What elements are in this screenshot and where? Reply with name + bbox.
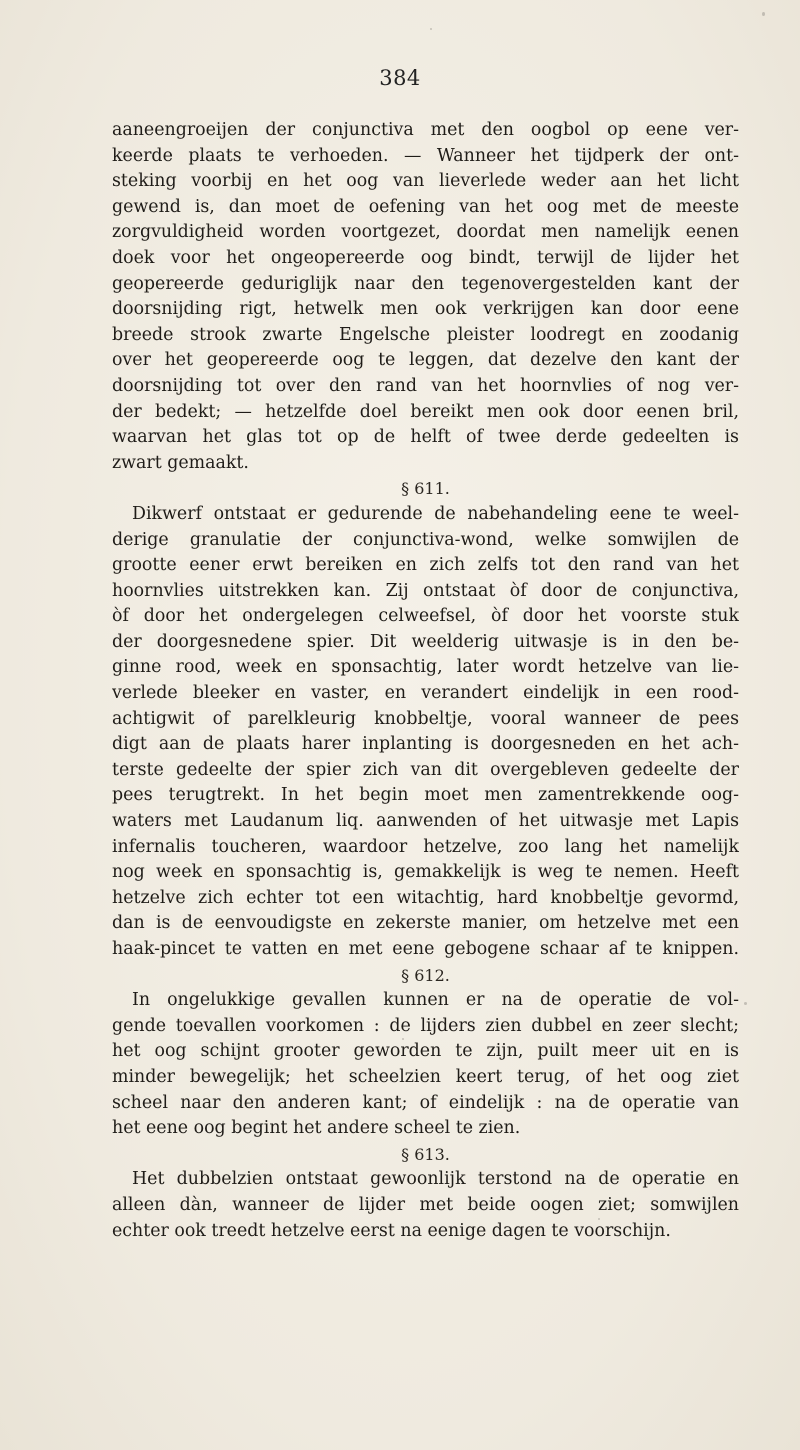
text-line: waarvan het glas tot op de helft of twee derde gedeelten is: [112, 427, 739, 448]
paragraph-first-line: Dikwerf ontstaat er gedurende de nabehandeling eene te weel-: [132, 503, 739, 524]
text-line: scheel naar den anderen kant; of eindelijk : na de operatie van: [112, 1092, 739, 1113]
text-line: echter ook treedt hetzelve eerst na eenige dagen te voorschijn.: [112, 1220, 671, 1241]
text-line: haak-pincet te vatten en met eene gebogene schaar af te knippen.: [112, 939, 739, 959]
text-line: verlede bleeker en vaster, en verandert eindelijk in een rood-: [112, 683, 739, 704]
text-line: aaneengroeijen der conjunctiva met den oogbol op eene ver-: [112, 120, 739, 140]
text-line: keerde plaats te verhoeden. — Wanneer het tijdperk der ont-: [112, 145, 739, 166]
paper-speck: [402, 1038, 404, 1040]
text-line: alleen dàn, wanneer de lijder met beide oogen ziet; somwijlen: [112, 1194, 739, 1215]
text-line: infernalis toucheren, waardoor hetzelve, zoo lang het namelijk: [112, 836, 739, 857]
text-line: het oog schijnt grooter geworden te zijn, puilt meer uit en is: [112, 1041, 739, 1062]
paper-speck: [598, 1218, 600, 1220]
text-line: terste gedeelte der spier zich van dit overgebleven gedeelte der: [112, 759, 739, 780]
text-line: pees terugtrekt. In het begin moet men zamentrekkende oog-: [112, 785, 739, 806]
text-line: dan is de eenvoudigste en zekerste manier, om hetzelve met een: [112, 913, 739, 934]
section-heading: § 613.: [401, 1144, 450, 1164]
paper-speck: [744, 1002, 747, 1005]
text-line: het eene oog begint het andere scheel te zien.: [112, 1118, 521, 1139]
text-line: steking voorbij en het oog van lieverlede weder aan het licht: [112, 171, 739, 192]
paper-speck: [430, 28, 432, 30]
text-line: hetzelve zich echter tot een witachtig, hard knobbeltje gevormd,: [112, 887, 739, 908]
text-line: breede strook zwarte Engelsche pleister loodregt en zoodanig: [112, 324, 739, 345]
text-line: gende toevallen voorkomen : de lijders zien dubbel en zeer slecht;: [112, 1015, 739, 1036]
section-heading: § 611.: [401, 479, 450, 499]
text-line: grootte eener erwt bereiken en zich zelfs tot den rand van het: [112, 555, 739, 576]
text-line: minder bewegelijk; het scheelzien keert terug, of het oog ziet: [112, 1066, 739, 1087]
paragraph-first-line: In ongelukkige gevallen kunnen er na de operatie de vol-: [132, 990, 739, 1011]
text-line: waters met Laudanum liq. aanwenden of het uitwasje met Lapis: [112, 811, 739, 832]
text-line: achtigwit of parelkleurig knobbeltje, vooral wanneer de pees: [112, 708, 739, 729]
text-line: ginne rood, week en sponsachtig, later wordt hetzelve van lie-: [112, 657, 739, 678]
text-line: derige granulatie der conjunctiva-wond, welke somwijlen de: [112, 529, 739, 550]
text-line: geopereerde geduriglijk naar den tegenovergestelden kant der: [112, 273, 739, 294]
text-line: der bedekt; — hetzelfde doel bereikt men ook door eenen bril,: [112, 401, 739, 422]
page-number: 384: [379, 66, 421, 90]
text-line: zwart gemaakt.: [112, 452, 249, 473]
text-line: over het geopereerde oog te leggen, dat dezelve den kant der: [112, 350, 739, 371]
paper-speck: [762, 12, 765, 16]
text-line: doorsnijding tot over den rand van het hoornvlies of nog ver-: [112, 375, 739, 396]
body-text: [112, 118, 739, 1244]
text-line: digt aan de plaats harer inplanting is doorgesneden en het ach-: [112, 734, 739, 755]
text-line: doorsnijding rigt, hetwelk men ook verkrijgen kan door eene: [112, 299, 739, 320]
text-line: gewend is, dan moet de oefening van het oog met de meeste: [112, 196, 739, 217]
section-heading: § 612.: [401, 965, 450, 985]
text-line: doek voor het ongeopereerde oog bindt, terwijl de lijder het: [112, 247, 739, 268]
text-line: hoornvlies uitstrekken kan. Zij ontstaat òf door de conjunctiva,: [112, 580, 739, 601]
text-line: zorgvuldigheid worden voortgezet, doordat men namelijk eenen: [112, 222, 739, 243]
paragraph-first-line: Het dubbelzien ontstaat gewoonlijk terstond na de operatie en: [132, 1169, 739, 1190]
text-line: der doorgesnedene spier. Dit weelderig uitwasje is in den be-: [112, 631, 739, 652]
text-line: òf door het ondergelegen celweefsel, òf door het voorste stuk: [112, 606, 739, 627]
text-line: nog week en sponsachtig is, gemakkelijk is weg te nemen. Heeft: [112, 862, 739, 883]
